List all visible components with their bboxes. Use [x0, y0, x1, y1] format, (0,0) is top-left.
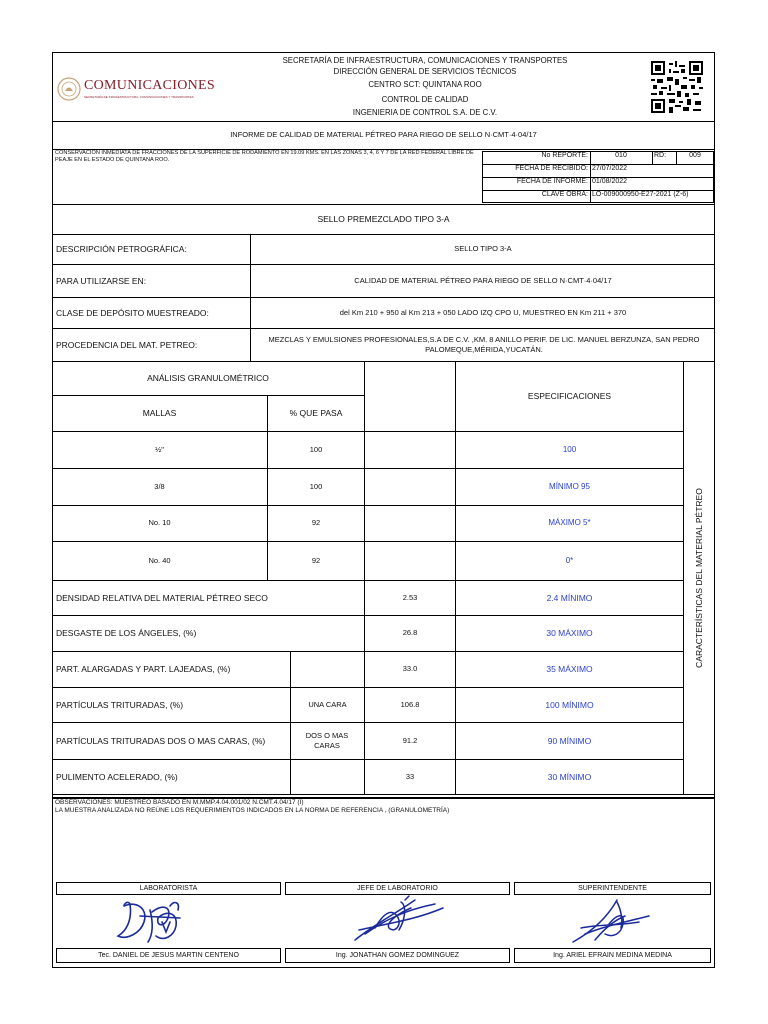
- name-box-jefe: [285, 948, 510, 963]
- property-value: 26.8: [402, 628, 418, 637]
- rd-label: RD:: [654, 152, 667, 159]
- property-sub: UNA CARA: [308, 699, 347, 709]
- property-value: 33.0: [402, 664, 418, 673]
- col-spec: ESPECIFICACIONES: [527, 391, 612, 401]
- rd-value: 009: [689, 152, 701, 159]
- pasa-cell: 92: [311, 518, 321, 527]
- info-value-utilizarse: CALIDAD DE MATERIAL PÉTREO PARA RIEGO DE SELLO N·CMT·4·04/17: [354, 275, 612, 285]
- name-box-laboratorista: [56, 948, 281, 963]
- qr-code-icon: [651, 61, 703, 113]
- property-spec: 100 MÍNIMO: [545, 699, 594, 710]
- fecha-informe-label: FECHA DE INFORME:: [516, 178, 588, 185]
- name-jefe: Ing. JONATHAN GOMEZ DOMINGUEZ: [335, 952, 460, 959]
- header-line-2: DIRECCIÓN GENERAL DE SERVICIOS TÉCNICOS: [333, 67, 517, 76]
- malla-cell: No. 40: [148, 555, 171, 565]
- property-value: 33: [405, 771, 415, 781]
- property-value: 91.2: [402, 735, 418, 745]
- info-label-deposito: CLASE DE DEPÓSITO MUESTREADO:: [56, 307, 209, 318]
- meta-table: [482, 151, 714, 203]
- divider: [52, 794, 715, 795]
- spec-cell: 0*: [565, 555, 574, 565]
- observations: [55, 799, 710, 815]
- header-text: [230, 55, 620, 118]
- property-spec: 30 MÍNIMO: [547, 771, 592, 782]
- header-line-3: CENTRO SCT: QUINTANA ROO: [368, 80, 482, 89]
- observations-line-1: OBSERVACIONES: MUESTREO BASADO EN M.MMP.4.04.001/02 N.CMT.4.04/17 (I): [55, 799, 304, 806]
- pasa-cell: 100: [309, 444, 323, 454]
- info-value-deposito: del Km 210 + 950 al Km 213 + 050 LADO IZQ CPO U, MUESTREO EN Km 211 + 370: [339, 307, 627, 317]
- role-superintendente: SUPERINTENDENTE: [578, 885, 647, 892]
- signature-laboratorista: [110, 896, 220, 948]
- header-line-5: INGENIERIA DE CONTROL S.A. DE C.V.: [352, 108, 498, 117]
- material-title: SELLO PREMEZCLADO TIPO 3-A: [317, 214, 450, 224]
- divider: [652, 151, 653, 164]
- name-laboratorista: Tec. DANIEL DE JESUS MARTIN CENTENO: [98, 952, 239, 959]
- info-label-procedencia: PROCEDENCIA DEL MAT. PETREO:: [56, 339, 198, 350]
- malla-cell: ½": [155, 444, 164, 454]
- fecha-informe-value: 01/08/2022: [592, 178, 628, 185]
- role-jefe: JEFE DE LABORATORIO: [357, 885, 438, 892]
- name-box-superintendente: [514, 948, 711, 963]
- observations-line-2: LA MUESTRA ANALIZADA NO REÚNE LOS REQUERIMIENTOS INDICADOS EN LA NORMA DE REFERENCIA , (GRANULOMETRÍA): [55, 807, 450, 814]
- clave-obra-value: LO-009000950-E27-2021 (Z-6): [592, 191, 689, 198]
- property-value: 106.8: [400, 699, 420, 709]
- location-text: CONSERVACION INMEDIATA DE FRACCIONES DE LA SUPERFICIE DE RODAMIENTO EN 19.09 KMS. EN LAS ZONAS 3, 4, 6 Y 7 DE LA RED FEDERAL LIBRE DE PEAJE EN EL ESTADO DE QUINTANA ROO.: [55, 150, 474, 163]
- property-label-alargadas: PART. ALARGADAS Y PART. LAJEADAS, (%): [56, 664, 231, 674]
- fecha-recibido-label: FECHA DE RECIBIDO:: [515, 165, 588, 172]
- malla-cell: 3/8: [154, 481, 165, 491]
- granulometry-title: ANÁLISIS GRANULOMÉTRICO: [147, 373, 269, 383]
- info-value-descripcion: SELLO TIPO 3-A: [454, 244, 512, 253]
- spec-cell: MÍNIMO 95: [549, 481, 590, 491]
- no-reporte-label: No REPORTE:: [541, 152, 588, 159]
- clave-obra-label: CLAVE OBRA:: [541, 191, 588, 198]
- logo-text: COMUNICACIONES: [84, 78, 215, 93]
- property-spec: 35 MÁXIMO: [546, 664, 593, 674]
- info-label-descripcion: DESCRIPCIÓN PETROGRÁFICA:: [56, 244, 187, 254]
- side-label: CARACTERÍSTICAS DEL MATERIAL PÉTREO: [694, 487, 705, 668]
- role-box-laboratorista: [56, 882, 281, 895]
- property-label-trituradas-dos: PARTÍCULAS TRITURADAS DOS O MAS CARAS, (%): [56, 735, 266, 746]
- logo-emblem-icon: [56, 76, 82, 102]
- name-superintendente: Ing. ARIEL EFRAIN MEDINA MEDINA: [553, 952, 672, 959]
- property-value: 2.53: [402, 592, 418, 602]
- side-label-cell: [684, 362, 714, 793]
- spec-cell: MÁXIMO 5*: [548, 518, 591, 527]
- pasa-cell: 92: [311, 555, 321, 565]
- header-line-4: CONTROL DE CALIDAD: [381, 95, 469, 104]
- info-label-utilizarse: PARA UTILIZARSE EN:: [56, 275, 147, 286]
- property-label-densidad: DENSIDAD RELATIVA DEL MATERIAL PÉTREO SECO: [56, 592, 268, 603]
- logo: [56, 74, 216, 104]
- fecha-recibido-value: 27/07/2022: [592, 165, 628, 172]
- pasa-cell: 100: [309, 481, 323, 491]
- spec-cell: 100: [562, 444, 577, 454]
- property-spec: 30 MÁXIMO: [546, 628, 593, 638]
- property-label-pulimento: PULIMENTO ACELERADO, (%): [56, 771, 178, 782]
- signature-jefe: [345, 894, 455, 946]
- col-mallas: MALLAS: [142, 408, 177, 418]
- report-title: INFORME DE CALIDAD DE MATERIAL PÉTREO PARA RIEGO DE SELLO N·CMT·4·04/17: [230, 130, 537, 139]
- property-spec: 2.4 MÍNIMO: [546, 592, 593, 603]
- property-sub: DOS O MAS CARAS: [305, 730, 349, 750]
- property-label-trituradas: PARTÍCULAS TRITURADAS, (%): [56, 699, 184, 710]
- col-pasa: % QUE PASA: [289, 408, 343, 418]
- no-reporte-value: 010: [615, 152, 627, 159]
- info-value-procedencia: MEZCLAS Y EMULSIONES PROFESIONALES,S.A DE C.V. ,KM. 8 ANILLO PERIF. DE LIC. MANUEL BERZUNZA, SAN PEDRO PALOMEQUE,MÉRIDA,YUCATÁN.: [268, 334, 700, 354]
- divider: [364, 361, 365, 580]
- logo-subtext: SECRETARÍA DE INFRAESTRUCTURA, COMUNICACIONES Y TRANSPORTES: [84, 95, 194, 99]
- header-line-1: SECRETARÍA DE INFRAESTRUCTURA, COMUNICACIONES Y TRANSPORTES: [282, 56, 568, 65]
- malla-cell: No. 10: [148, 518, 171, 527]
- role-laboratorista: LABORATORISTA: [139, 885, 198, 892]
- property-spec: 90 MÍNIMO: [547, 735, 592, 746]
- signature-superintendente: [565, 894, 675, 946]
- property-label-desgaste: DESGASTE DE LOS ÁNGELES, (%): [56, 628, 197, 638]
